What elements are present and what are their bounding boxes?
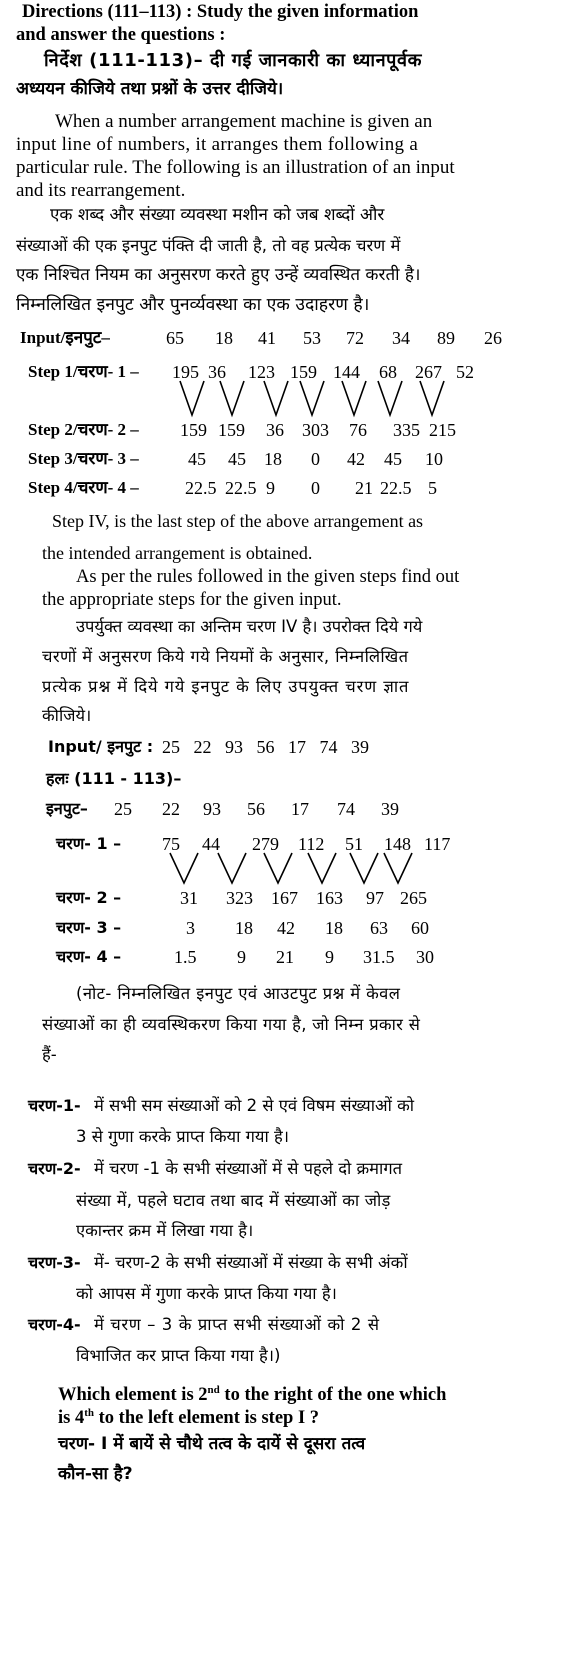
notes-en-line: As per the rules followed in the given steps find out bbox=[76, 567, 460, 587]
example-step4-value: 22.5 bbox=[185, 478, 217, 498]
solution-step3-value: 63 bbox=[370, 918, 388, 938]
example-input-value: 89 bbox=[437, 328, 455, 348]
directions-en-line-1: Directions (111–113) : Study the given information bbox=[22, 2, 419, 22]
solution-step1-value: 117 bbox=[424, 834, 451, 854]
solution-step3-value: 60 bbox=[411, 918, 429, 938]
solution-step1-value: 148 bbox=[384, 834, 411, 854]
solution-step4-value: 9 bbox=[237, 947, 246, 967]
example-step2-value: 159 bbox=[180, 420, 207, 440]
solution-step2-value: 265 bbox=[400, 888, 427, 908]
notes-hi-line: कीजिये। bbox=[42, 706, 92, 725]
example-step2-value: 335 bbox=[393, 420, 420, 440]
solution-step4-value: 30 bbox=[416, 947, 434, 967]
example-step4-value: 21 bbox=[355, 478, 373, 498]
solution-step1-value: 279 bbox=[252, 834, 279, 854]
solution-input-value: 39 bbox=[381, 799, 399, 819]
solution-step4-label: चरण- 4 – bbox=[56, 947, 122, 966]
intro-en-line: and its rearrangement. bbox=[16, 180, 186, 201]
example-step2-value: 159 bbox=[218, 420, 245, 440]
notes-hi-line: चरणों में अनुसरण किये गये नियमों के अनुसार, निम्नलिखित bbox=[42, 647, 409, 666]
example-step1-value: 123 bbox=[248, 362, 275, 382]
example-step2-value: 36 bbox=[266, 420, 284, 440]
solution-input-label: इनपुट– bbox=[46, 799, 88, 818]
solution-step2-value: 163 bbox=[316, 888, 343, 908]
solution-step2-value: 31 bbox=[180, 888, 198, 908]
example-input-value: 53 bbox=[303, 328, 321, 348]
example-input-value: 41 bbox=[258, 328, 276, 348]
solution-step2-value: 323 bbox=[226, 888, 253, 908]
example-step2-value: 215 bbox=[429, 420, 456, 440]
rule-text: में सभी सम संख्याओं को 2 से एवं विषम संख्याओं को bbox=[94, 1096, 415, 1115]
directions-hi-line-2: अध्ययन कीजिये तथा प्रश्नों के उत्तर दीजिये। bbox=[16, 79, 284, 99]
solution-step3-value: 18 bbox=[325, 918, 343, 938]
question-en-line-1 bbox=[58, 1384, 446, 1406]
example-step1-value: 52 bbox=[456, 362, 474, 382]
solution-step2-label: चरण- 2 – bbox=[56, 888, 122, 907]
example-step1-value: 144 bbox=[333, 362, 360, 382]
example-input-value: 34 bbox=[392, 328, 410, 348]
notes-en-line: the intended arrangement is obtained. bbox=[42, 543, 313, 563]
notes-en-line: the appropriate steps for the given input. bbox=[42, 590, 342, 610]
solution-step4-value: 1.5 bbox=[174, 947, 197, 967]
solution-step1-value: 75 bbox=[162, 834, 180, 854]
solution-step3-label: चरण- 3 – bbox=[56, 918, 122, 937]
question-en-text: is 4 bbox=[58, 1408, 85, 1428]
example-step4-label: Step 4/चरण- 4 – bbox=[28, 478, 139, 497]
rule-text: 3 से गुणा करके प्राप्त किया गया है। bbox=[76, 1127, 290, 1146]
solution-step3-value: 42 bbox=[277, 918, 295, 938]
rule-label: चरण-1- bbox=[28, 1096, 81, 1115]
rule-text: में चरण – 3 के प्राप्त सभी संख्याओं को 2 से bbox=[94, 1315, 380, 1334]
note-line: हैं- bbox=[42, 1045, 57, 1064]
solution-step2-value: 97 bbox=[366, 888, 384, 908]
solution-step4-value: 9 bbox=[325, 947, 334, 967]
intro-en-line: input line of numbers, it arranges them following a bbox=[16, 134, 419, 155]
example-step2-value: 303 bbox=[302, 420, 329, 440]
example-input-value: 72 bbox=[346, 328, 364, 348]
solution-step3-value: 3 bbox=[186, 918, 195, 938]
solution-input-value: 93 bbox=[203, 799, 221, 819]
example-step4-value: 22.5 bbox=[380, 478, 412, 498]
example-step3-value: 0 bbox=[311, 449, 320, 469]
example-step1-label: Step 1/चरण- 1 – bbox=[28, 362, 139, 381]
solution-input-value: 17 bbox=[291, 799, 309, 819]
solution-step1-value: 112 bbox=[298, 834, 325, 854]
example-step3-value: 42 bbox=[347, 449, 365, 469]
example-input-value: 65 bbox=[166, 328, 184, 348]
example-step3-value: 18 bbox=[264, 449, 282, 469]
solution-step2-value: 167 bbox=[271, 888, 298, 908]
solution-input-value: 56 bbox=[247, 799, 265, 819]
intro-hi-line: संख्याओं की एक इनपुट पंक्ति दी जाती है, तो वह प्रत्येक चरण में bbox=[16, 236, 401, 255]
solution-input-value: 25 bbox=[114, 799, 132, 819]
example-step4-value: 0 bbox=[311, 478, 320, 498]
notes-en-line: Step IV, is the last step of the above arrangement as bbox=[52, 511, 424, 531]
example-step3-value: 45 bbox=[188, 449, 206, 469]
rule-text: में चरण -1 के सभी संख्याओं में से पहले दो क्रमागत bbox=[94, 1159, 403, 1178]
intro-hi-line: निम्नलिखित इनपुट और पुनर्व्यवस्था का एक उदाहरण है। bbox=[16, 295, 370, 315]
solution-step3-value: 18 bbox=[235, 918, 253, 938]
notes-hi-line: उपर्युक्त व्यवस्था का अन्तिम चरण IV है। उपरोक्त दिये गये bbox=[76, 617, 423, 636]
rule-label: चरण-4- bbox=[28, 1315, 81, 1334]
question-en-text: Which element is 2 bbox=[58, 1385, 208, 1405]
example-step1-value: 159 bbox=[290, 362, 317, 382]
example-step3-value: 45 bbox=[384, 449, 402, 469]
example-step2-value: 76 bbox=[349, 420, 367, 440]
solution-step1-label: चरण- 1 – bbox=[56, 834, 122, 853]
question-hi-line-2: कौन-सा है? bbox=[58, 1464, 133, 1484]
question-en-text: to the right of the one which bbox=[219, 1385, 447, 1405]
example-step1-value: 195 bbox=[172, 362, 199, 382]
example-input-value: 18 bbox=[215, 328, 233, 348]
note-line: संख्याओं का ही व्यवस्थिकरण किया गया है, जो निम्न प्रकार से bbox=[42, 1015, 421, 1034]
rule-text: को आपस में गुणा करके प्राप्त किया गया है। bbox=[76, 1284, 337, 1303]
question-hi-line-1: चरण- I में बायें से चौथे तत्व के दायें से दूसरा तत्व bbox=[58, 1434, 366, 1454]
question-en-text: to the left element is step I ? bbox=[94, 1408, 320, 1428]
example-step1-value: 68 bbox=[379, 362, 397, 382]
example-step4-value: 5 bbox=[428, 478, 437, 498]
example-step4-value: 22.5 bbox=[225, 478, 257, 498]
intro-hi-line: एक शब्द और संख्या व्यवस्था मशीन को जब शब्दों और bbox=[50, 205, 385, 225]
question-en-superscript: nd bbox=[207, 1383, 220, 1396]
example-step1-value: 267 bbox=[415, 362, 442, 382]
solution-step1-value: 51 bbox=[345, 834, 363, 854]
solution-input-value: 22 bbox=[162, 799, 180, 819]
solution-step1-value: 44 bbox=[202, 834, 220, 854]
solution-step4-value: 21 bbox=[276, 947, 294, 967]
example-input-label: Input/इनपुट– bbox=[20, 328, 110, 347]
example-step1-value: 36 bbox=[208, 362, 226, 382]
directions-hi-line-1: निर्देश (111-113)– दी गई जानकारी का ध्यानपूर्वक bbox=[44, 50, 423, 71]
solution-step4-value: 31.5 bbox=[363, 947, 395, 967]
intro-hi-line: एक निश्चित नियम का अनुसरण करते हुए उन्हें व्यवस्थित करती है। bbox=[16, 265, 421, 285]
intro-en-line: When a number arrangement machine is given an bbox=[55, 111, 433, 132]
solution-connector-lines bbox=[0, 0, 300, 40]
question-input-values: 25 22 93 56 17 74 39 bbox=[162, 737, 369, 757]
example-step3-value: 45 bbox=[228, 449, 246, 469]
rule-label: चरण-3- bbox=[28, 1253, 81, 1272]
rule-text: विभाजित कर प्राप्त किया गया है।) bbox=[76, 1346, 281, 1365]
question-input-label: Input/ इनपुट : bbox=[48, 737, 154, 756]
example-step4-value: 9 bbox=[266, 478, 275, 498]
intro-en-line: particular rule. The following is an illustration of an input bbox=[16, 157, 455, 178]
example-step3-label: Step 3/चरण- 3 – bbox=[28, 449, 139, 468]
rule-text: एकान्तर क्रम में लिखा गया है। bbox=[76, 1221, 254, 1240]
notes-hi-line: प्रत्येक प्रश्न में दिये गये इनपुट के लिए उपयुक्त चरण ज्ञात bbox=[42, 677, 410, 696]
question-en-line-2 bbox=[58, 1407, 319, 1429]
rule-text: में- चरण-2 के सभी संख्याओं में संख्या के सभी अंकों bbox=[94, 1253, 408, 1272]
example-input-value: 26 bbox=[484, 328, 502, 348]
example-step2-label: Step 2/चरण- 2 – bbox=[28, 420, 139, 439]
solution-heading: हलः (111 - 113)– bbox=[46, 769, 182, 788]
rule-label: चरण-2- bbox=[28, 1159, 81, 1178]
question-en-superscript: th bbox=[84, 1406, 94, 1419]
rule-text: संख्या में, पहले घटाव तथा बाद में संख्याओं का जोड़ bbox=[76, 1191, 391, 1210]
example-step3-value: 10 bbox=[425, 449, 443, 469]
note-line: (नोट- निम्नलिखित इनपुट एवं आउटपुट प्रश्न में केवल bbox=[76, 984, 401, 1003]
solution-input-value: 74 bbox=[337, 799, 355, 819]
directions-en-line-2: and answer the questions : bbox=[16, 25, 226, 45]
